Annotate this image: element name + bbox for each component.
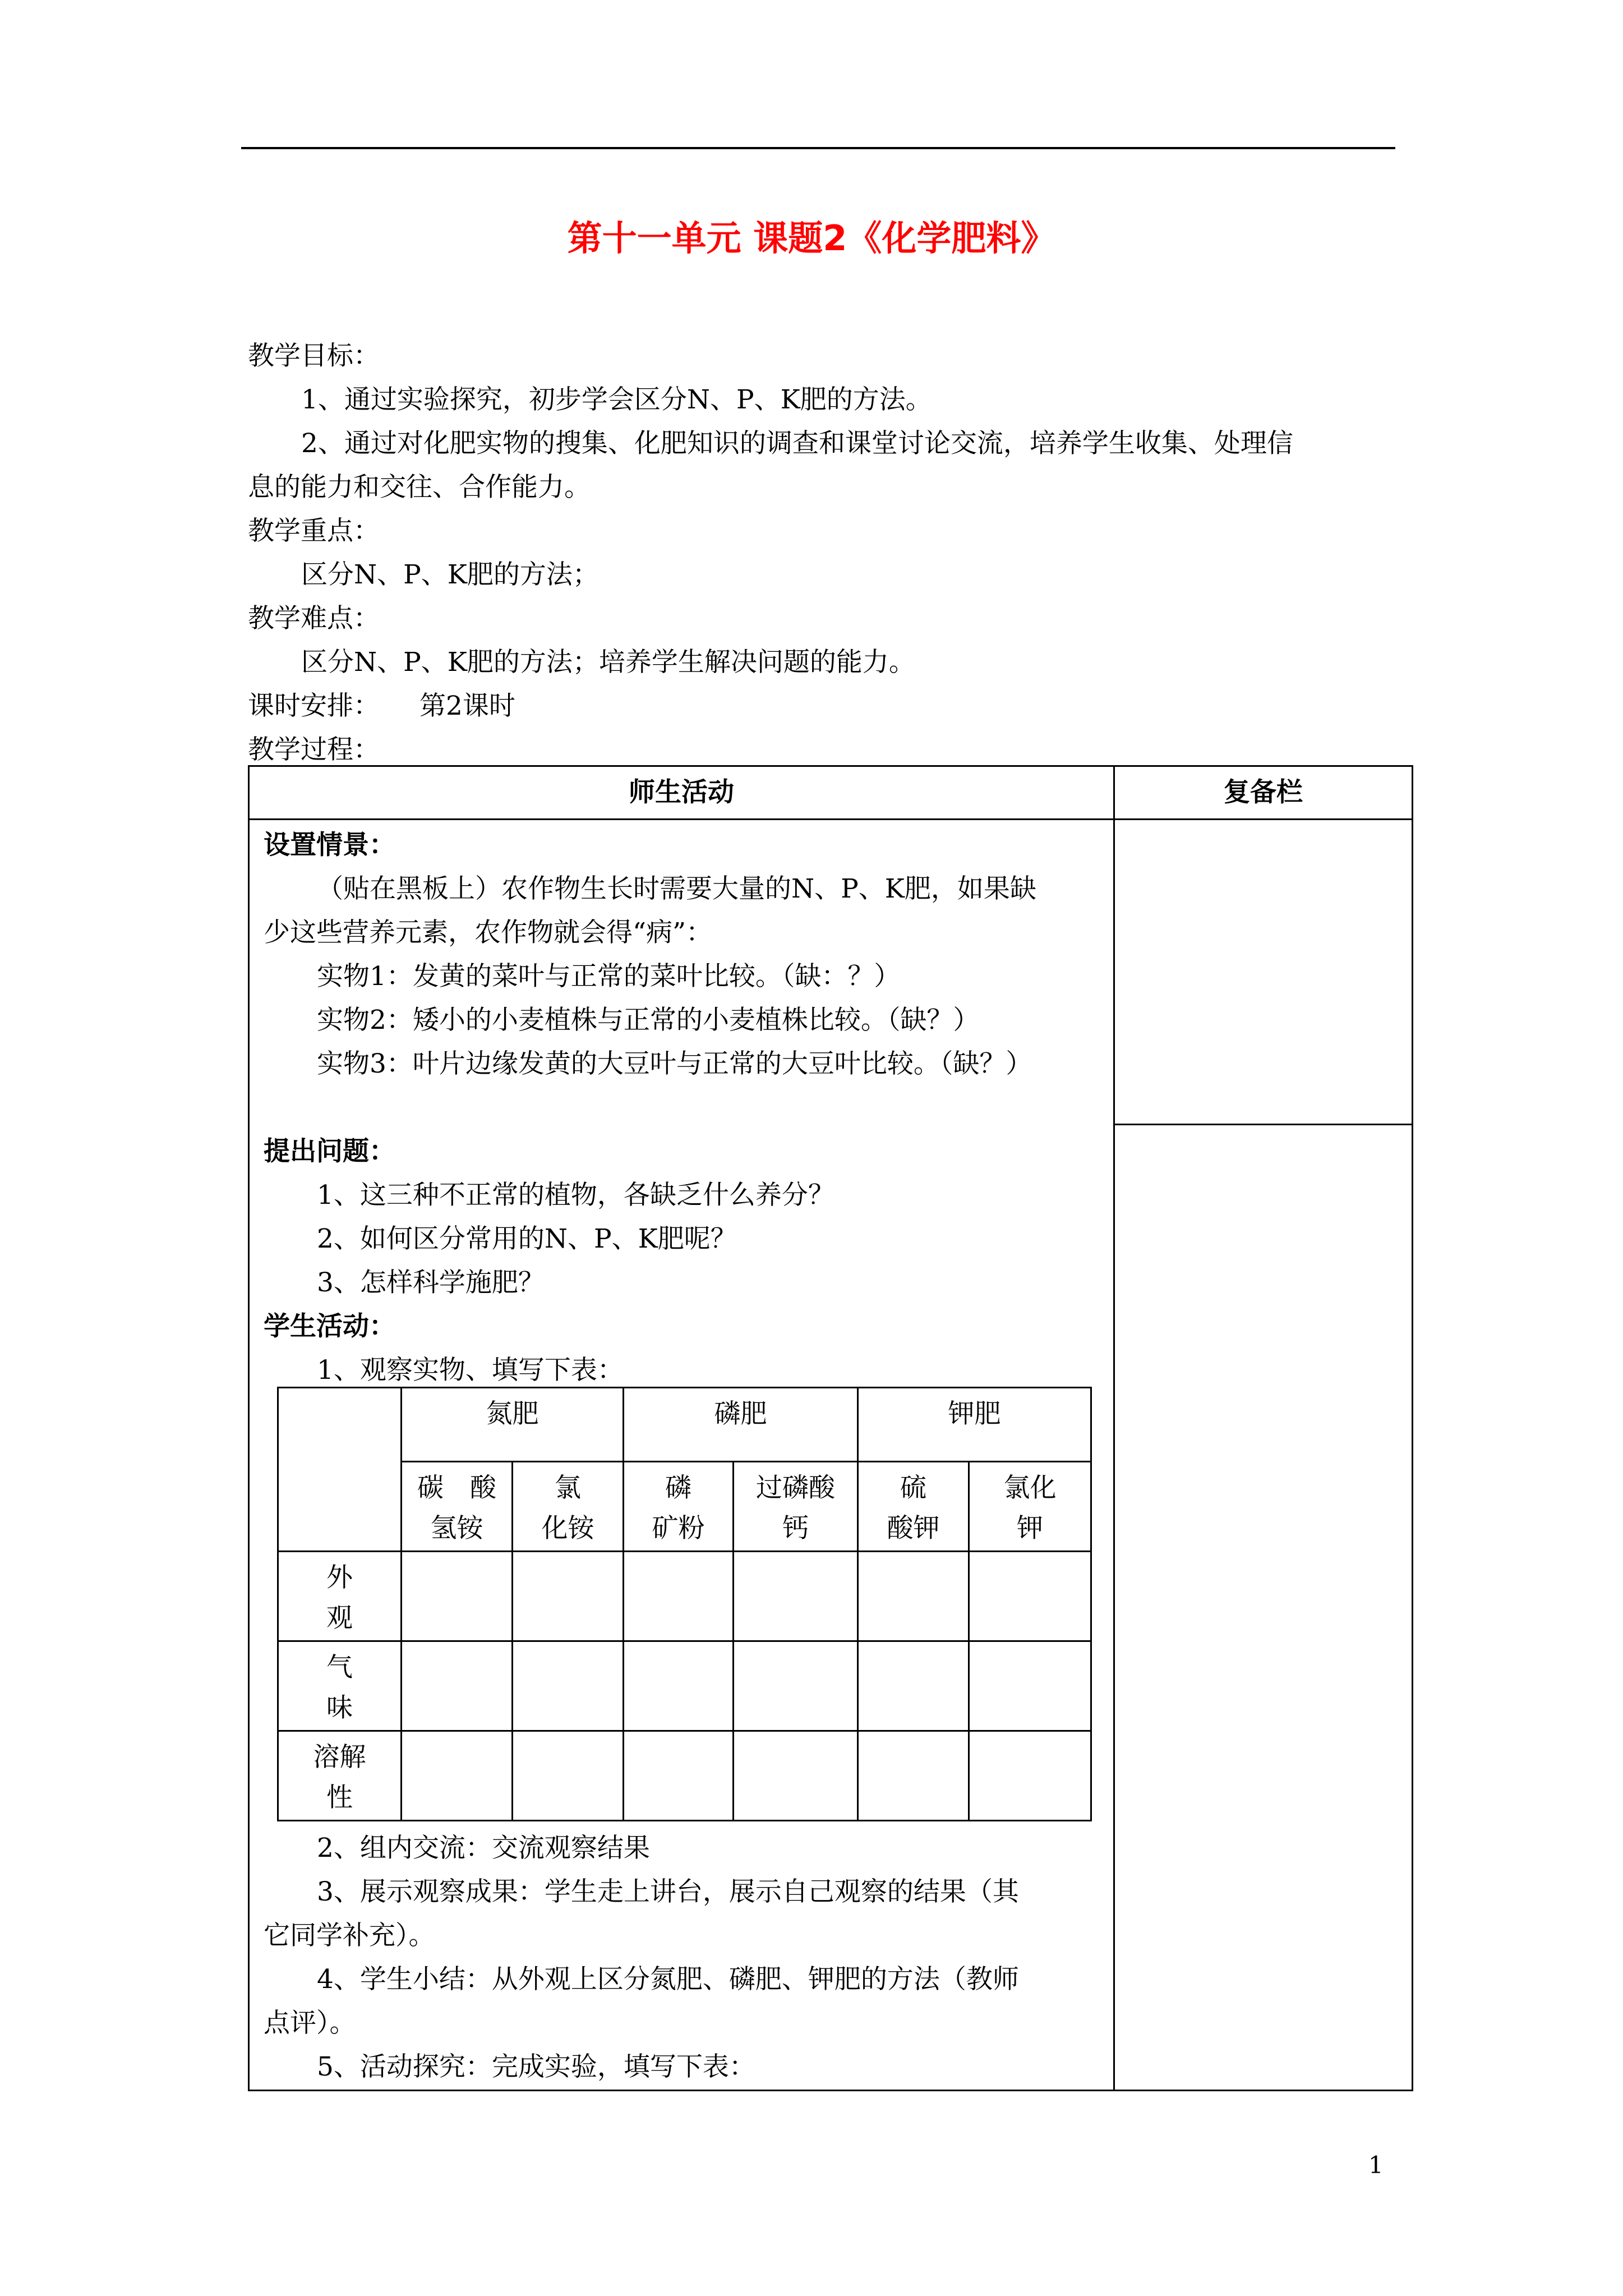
difficulty-text: 区分N、P、K肥的方法；培养学生解决问题的能力。 — [301, 647, 915, 678]
scene-item-1: 实物1：发黄的菜叶与正常的菜叶比较。（缺：？） — [317, 961, 901, 992]
table-cell — [969, 1641, 1091, 1731]
page-title: 第十一单元 课题2《化学肥料》 — [567, 218, 1056, 259]
key-label: 教学重点： — [248, 516, 380, 546]
table-cell — [513, 1641, 624, 1731]
item-potassium-sulfate: 硫 酸钾 — [858, 1462, 969, 1552]
activity-heading: 学生活动： — [264, 1311, 395, 1342]
corner-cell — [278, 1388, 402, 1552]
group-phosphorus: 磷肥 — [624, 1388, 858, 1462]
table-cell — [858, 1641, 969, 1731]
activity-step-5: 5、活动探究：完成实验，填写下表： — [317, 2051, 755, 2082]
col-notes-header: 复备栏 — [1224, 777, 1303, 808]
schedule-label: 课时安排： — [248, 691, 380, 721]
activity-step-1: 1、观察实物、填写下表： — [317, 1355, 624, 1386]
table-cell — [624, 1641, 734, 1731]
table-cell — [969, 1731, 1091, 1821]
activity-step-3-line-1: 3、展示观察成果：学生走上讲台，展示自己观察的结果（其 — [317, 1876, 1019, 1907]
notes-divider — [1113, 1124, 1412, 1125]
table-cell — [858, 1731, 969, 1821]
activity-step-2: 2、组内交流：交流观察结果 — [317, 1833, 650, 1864]
activity-step-4-line-2: 点评）。 — [264, 2008, 356, 2039]
group-potassium: 钾肥 — [858, 1388, 1091, 1462]
activity-step-3-line-2: 它同学补充）。 — [264, 1920, 435, 1951]
table-cell — [858, 1552, 969, 1641]
question-1: 1、这三种不正常的植物，各缺乏什么养分？ — [317, 1180, 834, 1211]
scene-item-2: 实物2：矮小的小麦植株与正常的小麦植株比较。（缺？） — [317, 1005, 980, 1036]
row-label-appearance: 外 观 — [278, 1552, 402, 1641]
col-activity-header: 师生活动 — [629, 777, 734, 808]
goal-1: 1、通过实验探究，初步学会区分N、P、K肥的方法。 — [301, 384, 932, 415]
item-phosphate-rock: 磷 矿粉 — [624, 1462, 734, 1552]
scene-para-line-1: （贴在黑板上）农作物生长时需要大量的N、P、K肥，如果缺 — [317, 873, 1036, 904]
question-2: 2、如何区分常用的N、P、K肥呢？ — [317, 1223, 737, 1254]
activity-step-4-line-1: 4、学生小结：从外观上区分氮肥、磷肥、钾肥的方法（教师 — [317, 1964, 1019, 1995]
table-cell — [402, 1731, 513, 1821]
table-cell — [513, 1552, 624, 1641]
table-cell — [624, 1552, 734, 1641]
row-label-odor: 气 味 — [278, 1641, 402, 1731]
table-cell — [402, 1641, 513, 1731]
page-number: 1 — [1368, 2151, 1384, 2179]
scene-heading: 设置情景： — [264, 830, 395, 861]
table-cell — [513, 1731, 624, 1821]
group-nitrogen: 氮肥 — [402, 1388, 624, 1462]
header-rule — [241, 147, 1395, 149]
goal-2-line-1: 2、通过对化肥实物的搜集、化肥知识的调查和课堂讨论交流，培养学生收集、处理信 — [301, 428, 1293, 459]
goals-label: 教学目标： — [248, 341, 380, 371]
fertilizer-observation-table — [277, 1387, 1092, 1821]
key-text: 区分N、P、K肥的方法； — [301, 559, 599, 590]
item-ammonium-bicarbonate: 碳 酸 氢铵 — [402, 1462, 513, 1552]
item-potassium-chloride: 氯化 钾 — [969, 1462, 1091, 1552]
item-ammonium-chloride: 氯 化铵 — [513, 1462, 624, 1552]
row-label-solubility: 溶解 性 — [278, 1731, 402, 1821]
scene-para-line-2: 少这些营养元素，农作物就会得“病”： — [264, 917, 713, 948]
table-cell — [734, 1552, 858, 1641]
table-cell — [969, 1552, 1091, 1641]
table-cell — [734, 1731, 858, 1821]
table-cell — [624, 1731, 734, 1821]
table-cell — [734, 1641, 858, 1731]
process-label: 教学过程： — [248, 734, 380, 765]
question-3: 3、怎样科学施肥？ — [317, 1267, 545, 1298]
header-divider — [250, 818, 1412, 820]
questions-heading: 提出问题： — [264, 1136, 395, 1167]
schedule-value: 第2课时 — [419, 691, 515, 721]
table-cell — [402, 1552, 513, 1641]
column-divider — [1113, 767, 1115, 2090]
scene-item-3: 实物3：叶片边缘发黄的大豆叶与正常的大豆叶比较。（缺？） — [317, 1048, 1032, 1079]
difficulty-label: 教学难点： — [248, 603, 380, 634]
goal-2-line-2: 息的能力和交往、合作能力。 — [248, 472, 591, 503]
item-superphosphate: 过磷酸 钙 — [734, 1462, 858, 1552]
